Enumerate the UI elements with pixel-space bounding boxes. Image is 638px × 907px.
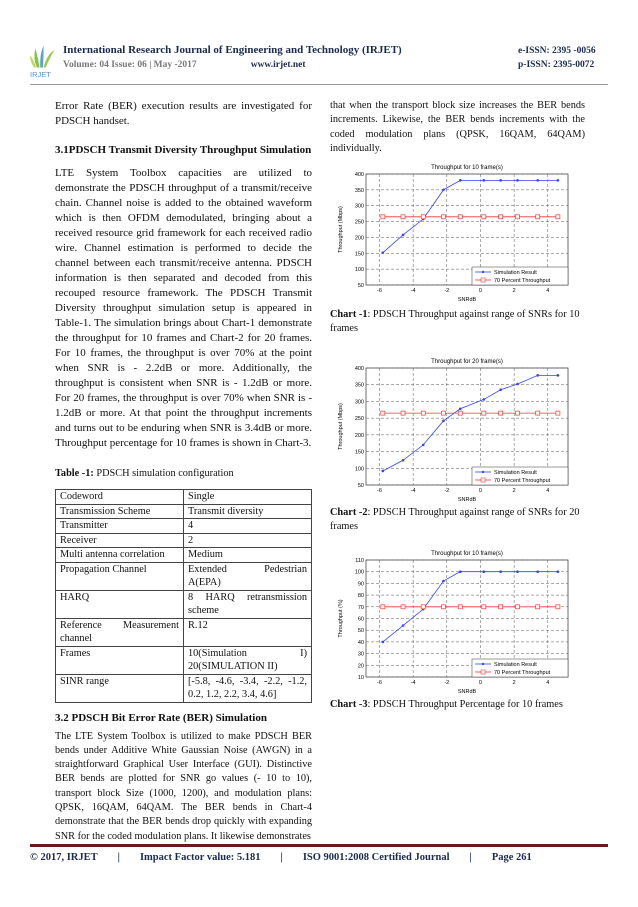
y-tick-label: 100 xyxy=(354,569,364,576)
y-tick-label: 90 xyxy=(357,581,364,588)
caption-text: : PDSCH Throughput Percentage for 10 frames xyxy=(367,699,563,711)
x-tick-label: 4 xyxy=(546,488,550,495)
page-footer xyxy=(30,844,608,863)
data-point xyxy=(402,624,405,627)
legend-label: Simulation Result xyxy=(494,470,537,477)
y-tick-label: 40 xyxy=(357,640,364,647)
y-tick-label: 100 xyxy=(354,466,364,473)
data-point xyxy=(421,215,425,219)
legend-label: 70 Percent Throughput xyxy=(494,278,551,285)
y-tick-label: 50 xyxy=(357,628,364,635)
table-cell-value: R.12 xyxy=(184,618,312,646)
page-header xyxy=(30,44,608,85)
x-tick-label: 2 xyxy=(512,488,516,495)
data-point xyxy=(557,374,560,377)
chart-1-caption xyxy=(330,308,585,336)
y-tick-label: 350 xyxy=(354,382,364,389)
table-cell-parameter: Codeword xyxy=(56,490,184,505)
data-point xyxy=(536,411,540,415)
y-tick-label: 110 xyxy=(355,558,364,565)
table-cell-parameter: Receiver xyxy=(56,533,184,548)
table-row xyxy=(56,490,312,505)
y-tick-label: 60 xyxy=(357,616,364,623)
legend-marker xyxy=(481,670,485,674)
x-tick-label: -4 xyxy=(410,488,416,495)
left-column xyxy=(55,99,312,844)
data-point xyxy=(402,234,405,237)
table-row xyxy=(56,562,312,590)
data-point xyxy=(499,571,502,574)
data-point xyxy=(442,580,445,583)
table-row xyxy=(56,548,312,563)
data-point xyxy=(483,179,486,182)
data-point xyxy=(536,605,540,609)
data-point xyxy=(556,605,560,609)
footer-iso: ISO 9001:2008 Certified Journal xyxy=(302,851,450,863)
data-point xyxy=(442,189,445,192)
x-axis-label: SNRdB xyxy=(457,689,477,695)
table-cell-parameter: HARQ xyxy=(56,590,184,618)
data-point xyxy=(556,215,560,219)
table-cell-value: Single xyxy=(184,490,312,505)
y-tick-label: 100 xyxy=(354,267,364,274)
y-axis-label: Throughput (Mbps) xyxy=(338,206,344,254)
y-tick-label: 50 xyxy=(357,283,364,290)
x-axis-label: SNRdB xyxy=(457,497,477,503)
y-tick-label: 400 xyxy=(354,366,364,373)
table-cell-value: Medium xyxy=(184,548,312,563)
x-axis-label: SNRdB xyxy=(457,297,477,303)
chart-3-caption xyxy=(330,698,585,712)
data-point xyxy=(458,411,462,415)
legend-marker xyxy=(482,471,484,473)
data-point xyxy=(381,605,385,609)
data-point xyxy=(382,252,385,255)
data-point xyxy=(382,641,385,644)
y-tick-label: 300 xyxy=(354,203,364,210)
table-row xyxy=(56,519,312,534)
caption-label: Chart -3 xyxy=(330,699,368,711)
data-point xyxy=(381,215,385,219)
data-point xyxy=(421,605,425,609)
y-tick-label: 200 xyxy=(354,433,364,440)
volume-issue: Volume: 04 Issue: 06 | May -2017 xyxy=(63,60,197,70)
right-paragraph: that when the transport block size increases the BER bends increments. Likewise, the BER bends increments with the coded modulation plans (QPSK, 16QAM, 64QAM) individually. xyxy=(330,100,585,154)
x-tick-label: 0 xyxy=(478,680,482,687)
data-point xyxy=(441,215,445,219)
data-point xyxy=(482,215,486,219)
data-point xyxy=(557,571,560,574)
data-point xyxy=(483,398,486,401)
y-axis-label: Throughput (Mbps) xyxy=(338,403,344,451)
y-tick-label: 10 xyxy=(357,675,364,682)
data-point xyxy=(499,389,502,392)
y-tick-label: 150 xyxy=(354,449,364,456)
data-point xyxy=(516,411,520,415)
section-heading-3-1: 3.1PDSCH Transmit Diversity Throughput Simulation xyxy=(55,144,312,156)
table-cell-value: Transmit diversity xyxy=(184,504,312,519)
chart-title: Throughput for 10 frame(s) xyxy=(431,165,503,172)
intro-text: Error Rate (BER) execution results are investigated for PDSCH handset. xyxy=(55,100,312,127)
data-point xyxy=(459,408,462,411)
data-point xyxy=(516,215,520,219)
section-3-2-paragraph: The LTE System Toolbox is utilized to make PDSCH BER bends under Additive White Gaussian Noise (AWGN) in a straightforward Graphical User Interface (GUI). Distinctive BER bends are plotted for SNR go values (- 10 to 10), transport block Size (1000, 1200), and modulation plans: QPSK, 16QAM, 64QAM. The BER bends in Chart-4 demonstrate that the BER bends drop quickly with expanding SNR for the coded modulation plans. It likewise demonstrates xyxy=(55,730,312,842)
table-cell-value: 2 xyxy=(184,533,312,548)
x-tick-label: -4 xyxy=(410,680,416,687)
chart-title: Throughput for 10 frame(s) xyxy=(431,551,503,558)
x-tick-label: 0 xyxy=(478,288,482,295)
table-cell-value: Extended Pedestrian A(EPA) xyxy=(184,562,312,590)
section-3-1-paragraph: LTE System Toolbox capacities are utilized to demonstrate the PDSCH throughput of a transmit/receive chain. Channel noise is added to the obtained waveform which is then OFDM demodulated, bringing about a received resource grid framework for each received radio wire. Channel estimation is performed to decide the channel between each transmit/receive antenna. PDSCH information is then separated and decoded from this recouped resource framework. The PDSCH Transmit Diversity throughput simulation setup is appeared in Table-1. The simulation brings about Chart-1 demonstrate the throughput for 10 frames and Chart-2 for 20 frames. For 10 frames, the throughput is over 70% at the point when SNR is - 2.2dB or more. Additionally, the throughput is consistent when SNR is - 1.2dB or more. For 20 frames, the throughput is over 70% when SNR is - 1.2dB or more. At that point the throughput increments and turns out to be enduring when SNR is 3.4dB or more. Throughput percentage for 10 frames is shown in Chart-3. xyxy=(55,167,312,449)
table-cell-parameter: Reference Measurement channel xyxy=(56,618,184,646)
data-point xyxy=(499,215,503,219)
legend-marker xyxy=(482,663,484,665)
data-point xyxy=(516,571,519,574)
y-axis-label: Throughput (%) xyxy=(338,599,344,638)
footer-page-number: Page 261 xyxy=(491,851,532,863)
data-point xyxy=(516,383,519,386)
chart-2-caption xyxy=(330,506,585,534)
data-point xyxy=(536,179,539,182)
table-caption-label: Table -1: xyxy=(55,468,94,479)
section-heading-3-2: 3.2 PDSCH Bit Error Rate (BER) Simulation xyxy=(55,711,267,724)
table-cell-parameter: Frames xyxy=(56,646,184,674)
y-tick-label: 150 xyxy=(354,251,364,258)
data-point xyxy=(422,444,425,447)
x-tick-label: -2 xyxy=(444,288,450,295)
body-columns xyxy=(30,99,608,844)
data-point xyxy=(381,411,385,415)
table-cell-parameter: Multi antenna correlation xyxy=(56,548,184,563)
y-tick-label: 250 xyxy=(354,219,364,226)
data-point xyxy=(499,179,502,182)
table-cell-value: 4 xyxy=(184,519,312,534)
data-point xyxy=(499,605,503,609)
table-row xyxy=(56,504,312,519)
table-cell-value: 8 HARQ retransmission scheme xyxy=(184,590,312,618)
legend-marker xyxy=(481,278,485,282)
caption-text: : PDSCH Throughput against range of SNRs for 20 frames xyxy=(330,507,580,533)
table-cell-parameter: Transmitter xyxy=(56,519,184,534)
y-tick-label: 70 xyxy=(357,604,364,611)
table-caption xyxy=(55,467,312,481)
x-tick-label: -6 xyxy=(377,680,382,687)
x-tick-label: 2 xyxy=(512,680,516,687)
x-tick-label: -6 xyxy=(377,288,382,295)
caption-text: : PDSCH Throughput against range of SNRs for 10 frames xyxy=(330,309,580,335)
data-point xyxy=(401,215,405,219)
table-caption-text: PDSCH simulation configuration xyxy=(93,468,234,479)
legend-marker xyxy=(482,271,484,273)
data-point xyxy=(442,420,445,423)
table-row xyxy=(56,590,312,618)
legend-marker xyxy=(481,478,485,482)
data-point xyxy=(401,605,405,609)
x-tick-label: 4 xyxy=(546,288,550,295)
journal-title: International Research Journal of Engineering and Technology (IRJET) xyxy=(63,44,402,56)
config-table xyxy=(55,489,312,703)
data-point xyxy=(482,605,486,609)
data-point xyxy=(557,179,560,182)
footer-separator: | xyxy=(280,851,283,863)
table-row xyxy=(56,533,312,548)
chart-2 xyxy=(336,356,572,502)
right-column xyxy=(330,99,585,844)
logo-text: IRJET xyxy=(30,70,51,79)
data-point xyxy=(401,411,405,415)
y-tick-label: 200 xyxy=(354,235,364,242)
caption-label: Chart -2 xyxy=(330,507,368,519)
e-issn: e-ISSN: 2395 -0056 xyxy=(518,46,596,56)
x-tick-label: -2 xyxy=(444,680,450,687)
legend-label: Simulation Result xyxy=(494,270,537,277)
legend-label: 70 Percent Throughput xyxy=(494,670,551,677)
table-cell-value: [-5.8, -4.6, -3.4, -2.2, -1.2, 0.2, 1.2, 2.2, 3.4, 4.6] xyxy=(184,674,312,702)
y-tick-label: 300 xyxy=(354,399,364,406)
data-point xyxy=(458,215,462,219)
data-point xyxy=(441,411,445,415)
footer-impact-factor: Impact Factor value: 5.181 xyxy=(139,851,261,863)
x-tick-label: 2 xyxy=(512,288,516,295)
data-point xyxy=(459,179,462,182)
x-tick-label: 0 xyxy=(478,488,482,495)
x-tick-label: -2 xyxy=(444,488,450,495)
table-row xyxy=(56,674,312,702)
chart-1 xyxy=(336,162,572,302)
footer-copyright: © 2017, IRJET xyxy=(30,851,98,863)
data-point xyxy=(499,411,503,415)
y-tick-label: 50 xyxy=(357,483,364,490)
irjet-logo xyxy=(30,44,60,80)
data-point xyxy=(441,605,445,609)
table-cell-value: 10(Simulation I) 20(SIMULATION II) xyxy=(184,646,312,674)
data-point xyxy=(421,411,425,415)
data-point xyxy=(536,374,539,377)
data-point xyxy=(536,215,540,219)
footer-separator: | xyxy=(469,851,472,863)
y-tick-label: 250 xyxy=(354,416,364,423)
y-tick-label: 400 xyxy=(354,172,364,179)
y-tick-label: 30 xyxy=(357,651,364,658)
data-point xyxy=(458,605,462,609)
table-row xyxy=(56,618,312,646)
table-cell-parameter: Propagation Channel xyxy=(56,562,184,590)
chart-3 xyxy=(336,548,572,694)
y-tick-label: 80 xyxy=(357,593,364,600)
legend-label: 70 Percent Throughput xyxy=(494,478,551,485)
x-tick-label: -6 xyxy=(377,488,382,495)
x-tick-label: 4 xyxy=(546,680,550,687)
data-point xyxy=(516,179,519,182)
data-point xyxy=(483,571,486,574)
data-point xyxy=(382,470,385,473)
table-row xyxy=(56,646,312,674)
website-link[interactable]: www.irjet.net xyxy=(250,60,306,70)
x-tick-label: -4 xyxy=(410,288,416,295)
data-point xyxy=(556,411,560,415)
footer-separator: | xyxy=(117,851,120,863)
data-point xyxy=(459,571,462,574)
chart-title: Throughput for 20 frame(s) xyxy=(431,359,503,366)
y-tick-label: 350 xyxy=(354,188,364,195)
data-point xyxy=(536,571,539,574)
caption-label: Chart -1 xyxy=(330,309,368,321)
data-point xyxy=(482,411,486,415)
data-point xyxy=(516,605,520,609)
table-cell-parameter: SINR range xyxy=(56,674,184,702)
y-tick-label: 20 xyxy=(357,663,364,670)
p-issn: p-ISSN: 2395-0072 xyxy=(518,60,595,70)
table-cell-parameter: Transmission Scheme xyxy=(56,504,184,519)
legend-label: Simulation Result xyxy=(494,662,537,669)
data-point xyxy=(402,459,405,462)
